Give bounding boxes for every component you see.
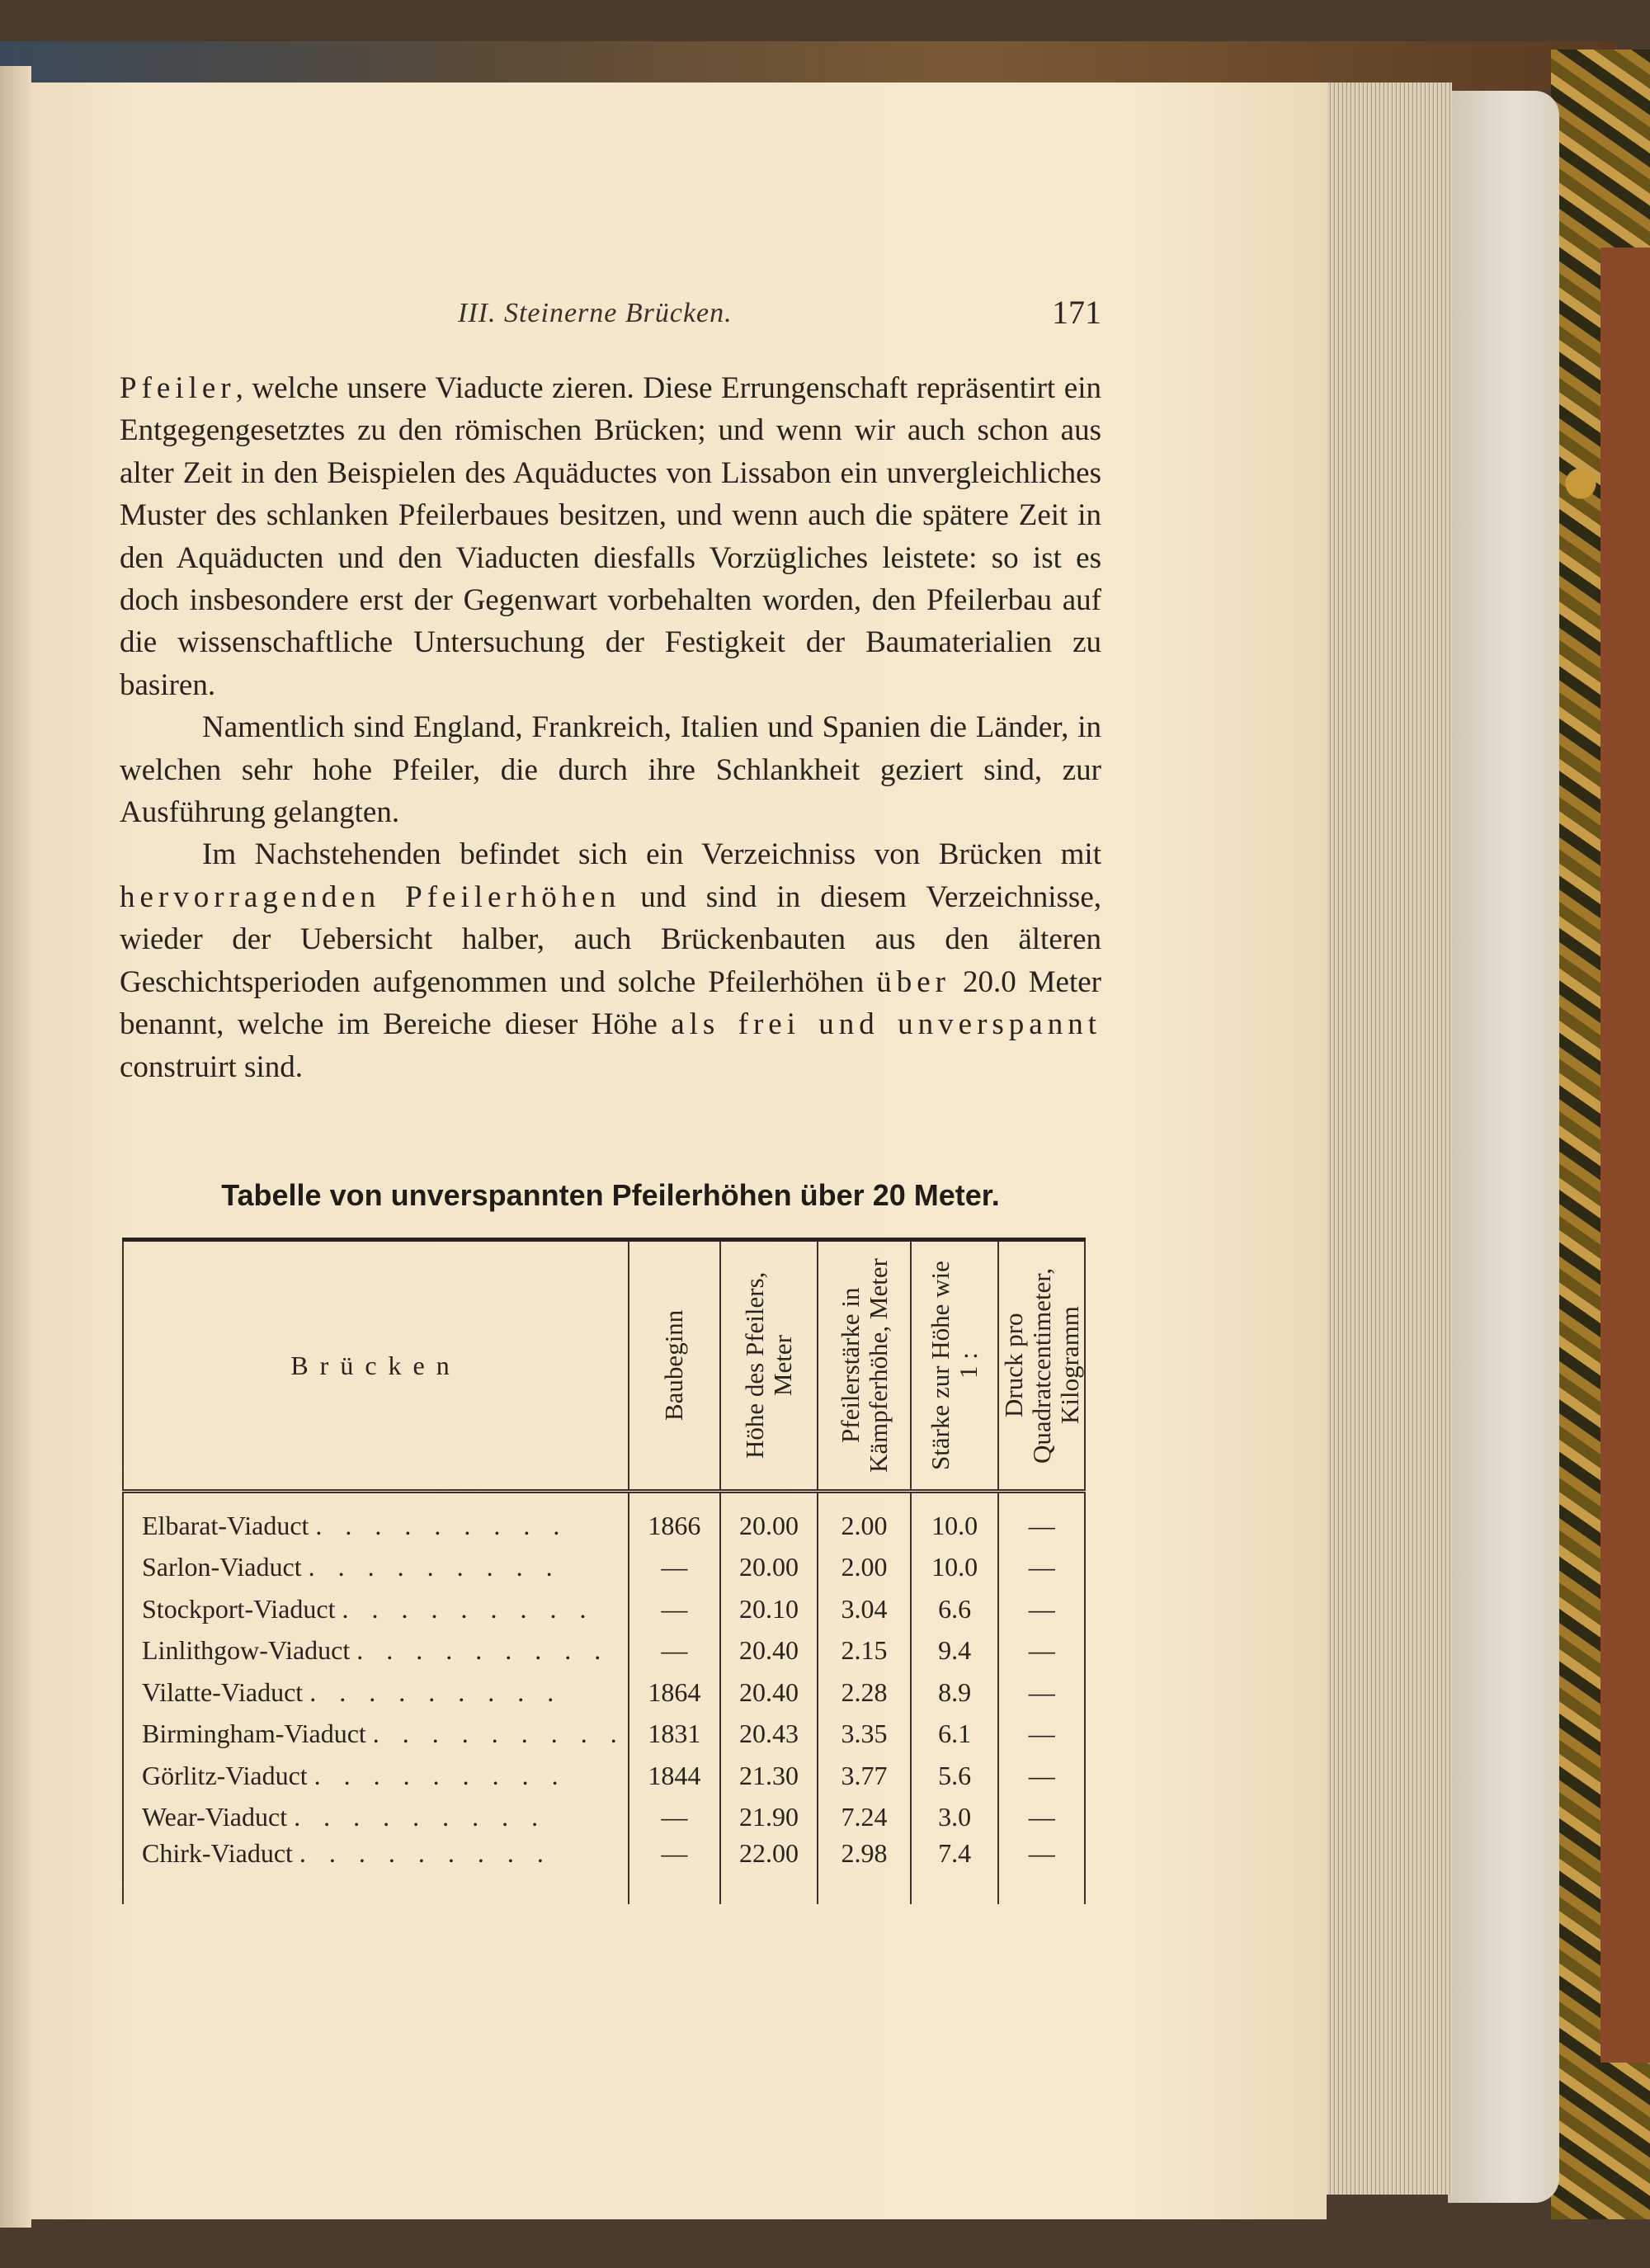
pressure-cell: — (998, 1547, 1085, 1589)
paragraph-3-part-4: construirt sind. (120, 1049, 303, 1084)
height-cell: 20.43 (720, 1714, 818, 1756)
year-cell: — (629, 1588, 720, 1630)
bridges-table (122, 1238, 1086, 1904)
paragraph-2: Namentlich sind England, Frankreich, Italien und Spanien die Länder, in welchen sehr hohe Pfeiler, die durch ihre Schlankheit geziert sind, zur Ausführung gelangten. (120, 710, 1101, 830)
year-cell: — (629, 1797, 720, 1839)
header-year: Baubeginn (629, 1240, 720, 1492)
table-row: Linlithgow-Viaduct . . . . . . . . . — 20.40 2.15 9.4 — (123, 1630, 1085, 1672)
pressure-cell: — (998, 1797, 1085, 1839)
height-cell: 20.10 (720, 1588, 818, 1630)
table-header-row (123, 1240, 1085, 1492)
ratio-cell: 5.6 (911, 1755, 999, 1797)
height-cell: 20.40 (720, 1672, 818, 1714)
table-title: Tabelle von unverspannten Pfeilerhöhen über 20 Meter. (221, 1178, 1000, 1212)
ratio-cell: 9.4 (911, 1630, 999, 1672)
ratio-cell: 3.0 (911, 1797, 999, 1839)
ratio-cell: 8.9 (911, 1672, 999, 1714)
pressure-cell: — (998, 1838, 1085, 1904)
table-row: Chirk-Viaduct . . . . . . . . . — 22.00 2.98 7.4 — (123, 1838, 1085, 1904)
paragraph-3-spaced-2: über (876, 964, 950, 999)
table-row: Stockport-Viaduct . . . . . . . . . — 20.10 3.04 6.6 — (123, 1588, 1085, 1630)
page-header (120, 293, 1101, 334)
year-cell: 1866 (629, 1492, 720, 1547)
table-row: Vilatte-Viaduct . . . . . . . . . 1864 20.40 2.28 8.9 — (123, 1672, 1085, 1714)
paragraph-1-text: , welche unsere Viaducte zieren. Diese Errungenschaft repräsentirt ein Entgegengesetztes zu den römischen Brücken; und wenn wir auch schon aus alter Zeit in den Beispielen des Aquäductes von Lissabon ein unvergleichliches Muster des schlanken Pfeilerbaues besitzen, und wenn auch die spätere Zeit in den Aquäducten und den Viaducten diesfalls Vorzügliches leistete: so ist es doch insbesondere erst der Gegenwart vorbehalten worden, den Pfeilerbau auf die wissenschaftliche Untersuchung der Festigkeit der Baumaterialien zu basiren. (120, 371, 1101, 702)
paragraph-3-part-3: 20.0 Meter benannt, welche im Bereiche dieser Höhe (120, 964, 1101, 1042)
ratio-cell: 7.4 (911, 1838, 999, 1904)
paragraph-3-part-2: und sind in diesem Verzeichnisse, wieder der Uebersicht halber, auch Brückenbauten aus den älteren Geschichtsperioden aufgenommen und solche Pfeilerhöhen (120, 879, 1101, 999)
page-number: 171 (1052, 294, 1101, 331)
height-cell: 20.00 (720, 1547, 818, 1589)
bridge-name: Birmingham-Viaduct (142, 1719, 366, 1749)
thickness-cell: 2.00 (818, 1492, 911, 1547)
header-bridges: Brücken (123, 1240, 629, 1492)
pressure-cell: — (998, 1714, 1085, 1756)
year-cell: 1864 (629, 1672, 720, 1714)
thickness-cell: 7.24 (818, 1797, 911, 1839)
running-title: III. Steinerne Brücken. (458, 298, 733, 328)
paragraph-3-spaced-1: hervorragenden Pfeilerhöhen (120, 879, 621, 914)
bridge-name: Stockport-Viaduct (142, 1593, 336, 1624)
year-cell: 1831 (629, 1714, 720, 1756)
pressure-cell: — (998, 1492, 1085, 1547)
cover-edge (1600, 248, 1650, 2063)
thickness-cell: 3.35 (818, 1714, 911, 1756)
pressure-cell: — (998, 1672, 1085, 1714)
thickness-cell: 2.28 (818, 1672, 911, 1714)
paragraph-3-spaced-3: als frei und unverspannt (671, 1007, 1101, 1042)
page-stack (1320, 83, 1452, 2195)
body-text (120, 367, 1101, 1088)
bridge-name: Görlitz-Viaduct (142, 1760, 308, 1790)
bridge-name: Linlithgow-Viaduct (142, 1635, 351, 1666)
paragraph-3-part-1: Im Nachstehenden befindet sich ein Verzeichniss von Brücken mit (202, 837, 1101, 872)
header-height: Höhe des Pfeilers, Meter (720, 1240, 818, 1492)
header-pressure: Druck pro Quadratcentimeter, Kilogramm (998, 1240, 1085, 1492)
height-cell: 21.90 (720, 1797, 818, 1839)
ratio-cell: 6.1 (911, 1714, 999, 1756)
bridge-name: Vilatte-Viaduct (142, 1676, 304, 1707)
paragraph-3 (120, 833, 1101, 1087)
table-row: Görlitz-Viaduct . . . . . . . . . 1844 21.30 3.77 5.6 — (123, 1755, 1085, 1797)
year-cell: — (629, 1547, 720, 1589)
pressure-cell: — (998, 1588, 1085, 1630)
table-row: Elbarat-Viaduct . . . . . . . . . 1866 20.00 2.00 10.0 — (123, 1492, 1085, 1547)
bridge-name: Sarlon-Viaduct (142, 1552, 302, 1582)
pressure-cell: — (998, 1755, 1085, 1797)
left-page-edge (0, 66, 31, 2228)
thickness-cell: 2.98 (818, 1838, 911, 1904)
header-ratio: Stärke zur Höhe wie 1 : (911, 1240, 999, 1492)
thickness-cell: 3.04 (818, 1588, 911, 1630)
thickness-cell: 2.00 (818, 1547, 911, 1589)
height-cell: 22.00 (720, 1838, 818, 1904)
year-cell: — (629, 1630, 720, 1672)
height-cell: 20.00 (720, 1492, 818, 1547)
header-thickness: Pfeilerstärke in Kämpferhöhe, Meter (818, 1240, 911, 1492)
bridge-name: Chirk-Viaduct (142, 1838, 293, 1868)
paragraph-1 (120, 367, 1101, 706)
table-row: Wear-Viaduct . . . . . . . . . — 21.90 7.24 3.0 — (123, 1797, 1085, 1839)
thickness-cell: 2.15 (818, 1630, 911, 1672)
table-row: Birmingham-Viaduct . . . . . . . . . 1831 20.43 3.35 6.1 — (123, 1714, 1085, 1756)
table-row: Sarlon-Viaduct . . . . . . . . . — 20.00 2.00 10.0 — (123, 1547, 1085, 1589)
thickness-cell: 3.77 (818, 1755, 911, 1797)
endpaper (1448, 91, 1559, 2203)
paragraph-1-lead: Pfeiler (120, 371, 236, 405)
pressure-cell: — (998, 1630, 1085, 1672)
height-cell: 20.40 (720, 1630, 818, 1672)
ratio-cell: 6.6 (911, 1588, 999, 1630)
year-cell: 1844 (629, 1755, 720, 1797)
height-cell: 21.30 (720, 1755, 818, 1797)
ratio-cell: 10.0 (911, 1492, 999, 1547)
bridge-name: Elbarat-Viaduct (142, 1510, 309, 1540)
year-cell: — (629, 1838, 720, 1904)
bridge-name: Wear-Viaduct (142, 1802, 288, 1832)
ratio-cell: 10.0 (911, 1547, 999, 1589)
